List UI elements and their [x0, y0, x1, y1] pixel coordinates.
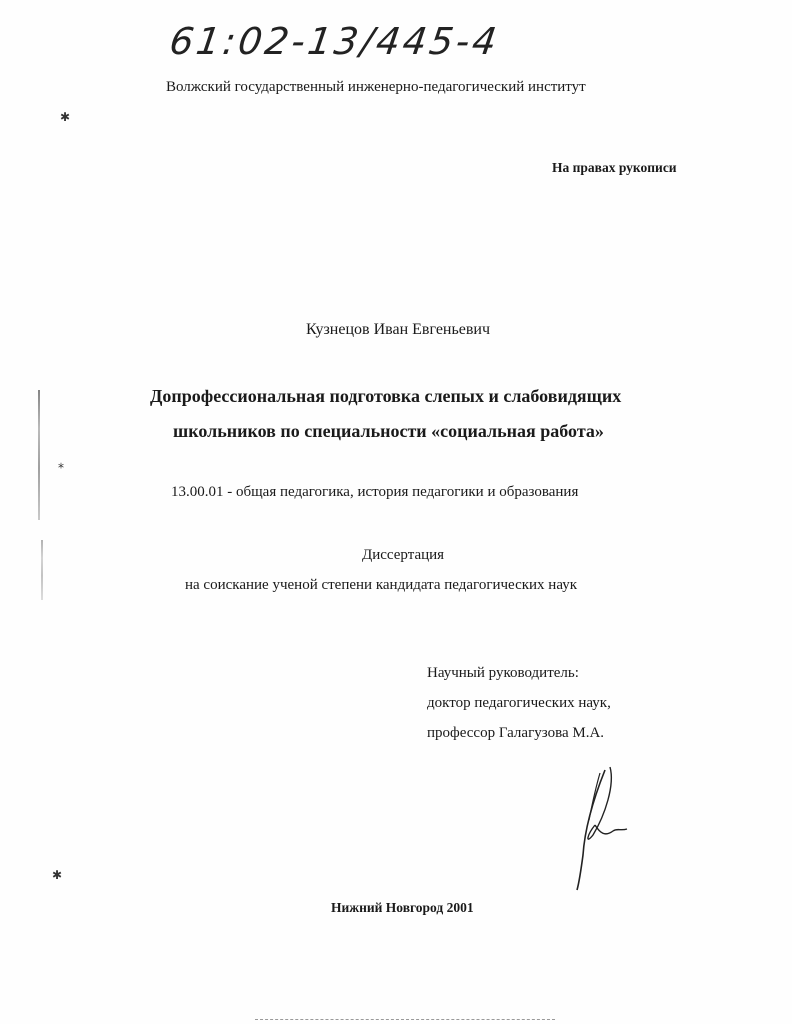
- degree-description: на соискание ученой степени кандидата педагогических наук: [185, 577, 578, 593]
- supervisor-signature: [565, 765, 635, 895]
- handwritten-archive-number: 61:02-13/445-4: [166, 20, 503, 63]
- dissertation-title-line-2: школьников по специальности «социальная работа»: [173, 421, 604, 441]
- specialty-code: 13.00.01 - общая педагогика, история педагогики и образования: [171, 484, 579, 500]
- scan-edge-artifact: [38, 390, 40, 520]
- scan-mark-icon: ✱: [60, 110, 71, 124]
- scan-mark-icon: ⁎: [58, 457, 64, 471]
- scan-bottom-edge: [255, 1019, 555, 1021]
- manuscript-rights-note: На правах рукописи: [552, 160, 677, 175]
- supervisor-label: Научный руководитель:: [427, 665, 579, 681]
- supervisor-degree: доктор педагогических наук,: [427, 695, 611, 711]
- supervisor-name: профессор Галагузова М.А.: [427, 725, 605, 741]
- author-name: Кузнецов Иван Евгеньевич: [306, 321, 491, 338]
- scan-edge-artifact: [41, 540, 43, 600]
- institute-name: Волжский государственный инженерно-педагогический институт: [166, 79, 586, 95]
- city-and-year: Нижний Новгород 2001: [331, 900, 474, 915]
- document-type: Диссертация: [362, 547, 445, 563]
- dissertation-title-line-1: Допрофессиональная подготовка слепых и слабовидящих: [150, 386, 622, 406]
- scan-mark-icon: ✱: [52, 868, 63, 882]
